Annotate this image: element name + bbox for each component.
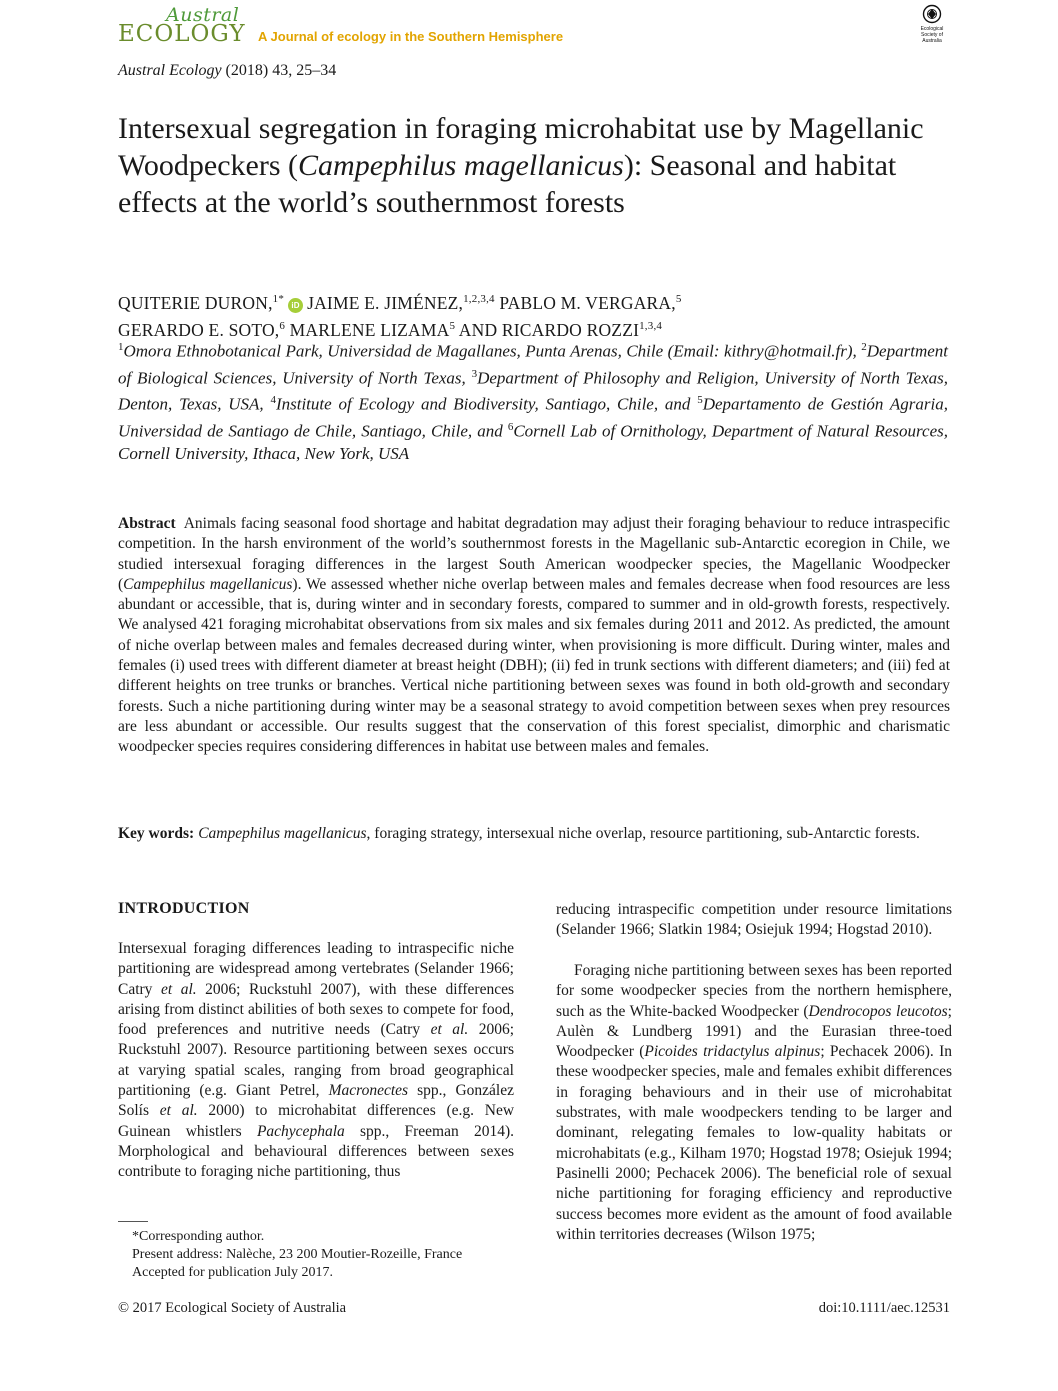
author: AND RICARDO ROZZI	[458, 319, 640, 340]
text-run: ; Pechacek 2006). In these woodpecker species, male and females exhibit differences in foraging behaviours and in their use of microhabitat substrates, with male woodpeckers tending to be larger and dominant, relegating females to low-quality habitats or microhabitats (e.g., Kilham 1970; Hogstad 1978; Osiejuk 1994; Pasinelli 2000; Pechacek 2006). The beneficial role of sexual niche partitioning for foraging efficiency and reproductive success becomes more evident as the amount of food available within territories decreases (Wilson 1975;	[556, 1043, 952, 1243]
affiliation: Institute of Ecology and Biodiversity, Santiago, Chile, and	[275, 394, 698, 414]
intro-paragraph-1-continued: reducing intraspecific competition under resource limitations (Selander 1966; Slatkin 1984; Osiejuk 1994; Hogstad 2010).	[556, 901, 952, 939]
citation-details: (2018) 43, 25–34	[225, 62, 337, 79]
text-run-italic: et al.	[430, 1021, 469, 1039]
footnote-corresponding: *Corresponding author.	[132, 1229, 265, 1244]
author-affiliation-marker: 1,3,4	[639, 319, 663, 332]
title-part-2: ): Seasonal and habitat effects at the world’s southernmost forests	[118, 149, 897, 219]
section-heading-introduction: INTRODUCTION	[118, 900, 250, 917]
text-run: spp., Freeman 2014). Morphological and behavioural differences between sexes contribute to foraging niche partitioning, thus	[118, 1122, 514, 1181]
text-run-italic: et al.	[160, 980, 197, 998]
abstract	[118, 514, 950, 758]
doi-link[interactable]: doi:10.1111/aec.12531	[818, 1300, 950, 1316]
author: MARLENE LIZAMA	[289, 319, 450, 340]
author-affiliation-marker: 1,2,3,4	[463, 293, 495, 305]
citation-journal: Austral Ecology	[118, 62, 222, 79]
affiliation-marker: 1	[118, 341, 124, 353]
keywords	[118, 824, 950, 844]
keyword-species: Campephilus magellanicus	[198, 825, 367, 842]
text-run: 2006; Ruckstuhl 2007). Resource partitioning between sexes occurs at varying spatial scales, ranging from broad geographical partitioning (e.g. Giant Petrel,	[118, 1021, 515, 1100]
intro-paragraph-2	[556, 961, 952, 1245]
author-list	[118, 288, 978, 342]
keywords-rest: , foraging strategy, intersexual niche overlap, resource partitioning, sub-Antarctic forests.	[366, 825, 920, 842]
text-run: spp., González Solís	[118, 1082, 514, 1120]
affiliations	[118, 336, 948, 465]
affiliation: Departamento de Gestión Agraria, Universidad de Santiago de Chile, Santiago, Chile, and	[118, 394, 949, 441]
title-part-1: Intersexual segregation in foraging microhabitat use by Magellanic Woodpeckers (	[118, 112, 924, 182]
logo-ecology-text: ECOLOGY	[118, 21, 246, 47]
affiliation: Department of Biological Sciences, University of North Texas,	[118, 341, 948, 388]
affiliation: Department of Philosophy and Religion, University of North Texas, Denton, Texas, USA,	[118, 368, 948, 414]
footnote-divider	[118, 1221, 148, 1222]
author-affiliation-marker: 5	[675, 293, 682, 305]
copyright-notice: © 2017 Ecological Society of Australia	[118, 1300, 347, 1316]
author-affiliation-marker: 5	[449, 319, 456, 332]
logo-austral-text: Austral	[166, 4, 240, 26]
text-run-italic: Dendrocopos leucotos	[808, 1002, 948, 1020]
footnote-address: Present address: Nalèche, 23 200 Moutier-Rozeille, France	[132, 1247, 463, 1262]
title-species: Campephilus magellanicus	[298, 149, 624, 182]
affiliation: Cornell Lab of Ornithology, Department of Natural Resources, Cornell University, Ithaca, New York, USA	[118, 421, 948, 463]
text-run: 2000) to microhabitat differences (e.g. New Guinean whistlers	[118, 1102, 515, 1140]
author: JAIME E. JIMÉNEZ,	[307, 292, 464, 313]
abstract-text-2: ). We assessed whether niche overlap between males and females decrease when food resources are less abundant or accessible, that is, during winter and in secondary forests, compared to summer and in old-growth forests, respectively. We analysed 421 foraging microhabitat observations from six males and six females during 2011 and 2012. As predicted, the amount of niche overlap between males and females decreased during winter, when provisioning is more difficult. During winter, males and females (i) used trees with different diameter at breast height (DBH); (ii) fed in trunk sections with different diameters; and (iii) fed at different heights on tree trunks or branches. Vertical niche partitioning between sexes was found in both old-growth and secondary forests. Such a niche partitioning during winter may be a seasonal strategy to avoid competition between sexes when prey resources are less abundant or accessible. Our results suggest that the conservation of this forest specialist, dimorphic and charismatic woodpecker species requires considering differences in habitat use between males and females.	[118, 575, 950, 756]
orcid-icon[interactable]: iD	[288, 298, 303, 313]
abstract-species: Campephilus magellanicus	[123, 575, 293, 593]
text-run: Intersexual foraging differences leading to intraspecific niche partitioning are widespread among vertebrates (Selander 1966; Catry	[118, 940, 514, 998]
text-run-italic: Macronectes	[328, 1082, 409, 1100]
abstract-label: Abstract	[118, 515, 176, 532]
footnotes	[132, 1228, 522, 1282]
affiliation: Omora Ethnobotanical Park, Universidad de Magallanes, Punta Arenas, Chile (Email: kithry@hotmail.fr),	[123, 341, 862, 361]
abstract-text-1: Animals facing seasonal food shortage and habitat degradation may adjust their foraging behaviour to reduce intraspecific competition. In the harsh environment of the world’s southernmost forests in the Magellanic sub-Antarctic ecoregion in Chile, we studied intersexual foraging differences in the largest South American woodpecker species, the Magellanic Woodpecker (	[118, 515, 950, 593]
author: GERARDO E. SOTO,	[118, 319, 280, 340]
text-run-italic: Picoides tridactylus alpinus	[644, 1043, 821, 1061]
journal-tagline: A Journal of ecology in the Southern Hemisphere	[258, 29, 564, 44]
affiliation-marker: 2	[861, 341, 867, 353]
author: PABLO M. VERGARA,	[499, 292, 676, 313]
text-run: ; Aulèn & Lundberg 1991) and the Eurasian three-toed Woodpecker (	[556, 1002, 952, 1061]
affiliation-marker: 3	[471, 367, 478, 380]
affiliation-marker: 5	[697, 394, 703, 407]
intro-paragraph-1	[118, 939, 514, 1183]
author: QUITERIE DURON,	[118, 292, 273, 313]
text-run-italic: Pachycephala	[256, 1122, 345, 1140]
author-affiliation-marker: 1*	[272, 293, 285, 305]
society-seal-icon	[922, 4, 942, 24]
text-run-italic: et al.	[159, 1102, 198, 1120]
article-title	[118, 110, 958, 221]
journal-citation	[118, 62, 336, 80]
footnote-accepted: Accepted for publication July 2017.	[132, 1265, 334, 1280]
journal-masthead	[118, 4, 938, 48]
affiliation-marker: 6	[507, 420, 514, 433]
text-run: Foraging niche partitioning between sexes has been reported for some woodpecker species from the northern hemisphere, such as the White-backed Woodpecker (	[556, 962, 952, 1020]
affiliation-marker: 4	[270, 394, 276, 407]
text-run: 2006; Ruckstuhl 2007), with these differences arising from distinct abilities of both sexes to compete for food, food preferences and nutritive needs (Catry	[118, 980, 515, 1039]
society-name: Ecological Society of Australia	[920, 26, 944, 44]
author-affiliation-marker: 6	[279, 319, 286, 332]
keywords-label: Key words:	[118, 825, 195, 842]
society-logo	[912, 4, 952, 54]
